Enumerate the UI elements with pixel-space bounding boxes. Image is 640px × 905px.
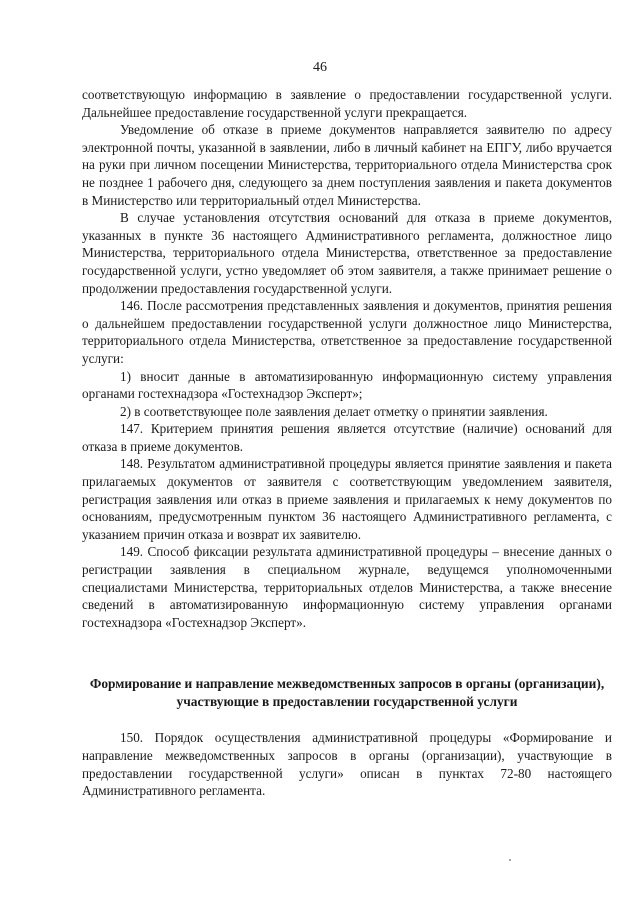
paragraph-rejection-notice: Уведомление об отказе в приеме документов направляется заявителю по адресу электронной почты, указанной в заявлении, либо в личный кабинет на ЕПГУ, либо вручается на руки при личном посещении Министерства, территориального отдела Министерства срок не позднее 1 рабочего дня, следующего за днем поступления заявления и пакета документов в Министерство или территориальный отдел Министерства. [82,122,612,208]
document-body [82,86,612,800]
paragraph-146-item-2: 2) в соответствующее поле заявления делает отметку о принятии заявления. [120,403,548,419]
paragraph-continuation: соответствующую информацию в заявление о предоставлении государственной услуги. Дальнейшее предоставление государственной услуги прекращается. [82,87,612,120]
page-number: 46 [313,60,327,75]
scan-speck [509,859,511,861]
paragraph-146-item-1: 1) вносит данные в автоматизированную информационную систему управления органами гостехнадзора «Гостехнадзор Эксперт»; [82,368,612,402]
paragraph-150: 150. Порядок осуществления административной процедуры «Формирование и направление межведомственных запросов в органы (организации), участвующие в предоставлении государственной услуги» описан в пунктах 72-80 настоящего Административного регламента. [82,730,612,799]
paragraph-no-grounds: В случае установления отсутствия оснований для отказа в приеме документов, указанных в пункте 36 настоящего Административного регламента, должностное лицо Министерства, территориального отдела Министерства, ответственное за предоставление государственной услуги, устно уведомляет об этом заявителя, а также принимает решение о продолжении предоставления государственной услуги. [82,210,612,296]
paragraph-148: 148. Результатом административной процедуры является принятие заявления и пакета прилагаемых документов от заявителя с соответствующим уведомлением заявителя, регистрация заявления или отказ в приеме заявления и прилагаемых к нему документов по основаниям, предусмотренным пунктом 36 настоящего Административного регламента, с указанием причин отказа и возврат их заявителю. [82,456,612,542]
section-heading: Формирование и направление межведомственных запросов в органы (организации), участвующие в предоставлении государственной услуги [89,676,605,710]
paragraph-146: 146. После рассмотрения представленных заявления и документов, принятия решения о дальнейшем предоставлении государственной услуги должностное лицо Министерства, территориального отдела Министерства, ответственное за предоставление государственной услуги: [82,298,612,366]
paragraph-147: 147. Критерием принятия решения является отсутствие (наличие) оснований для отказа в приеме документов. [82,421,612,454]
paragraph-149: 149. Способ фиксации результата административной процедуры – внесение данных о регистрации заявления в специальном журнале, ведущемся уполномоченными специалистами Министерства, территориальных отделов Министерства, а также внесение сведений в автоматизированную информационную систему управления органами гостехнадзора «Гостехнадзор Эксперт». [82,544,612,630]
